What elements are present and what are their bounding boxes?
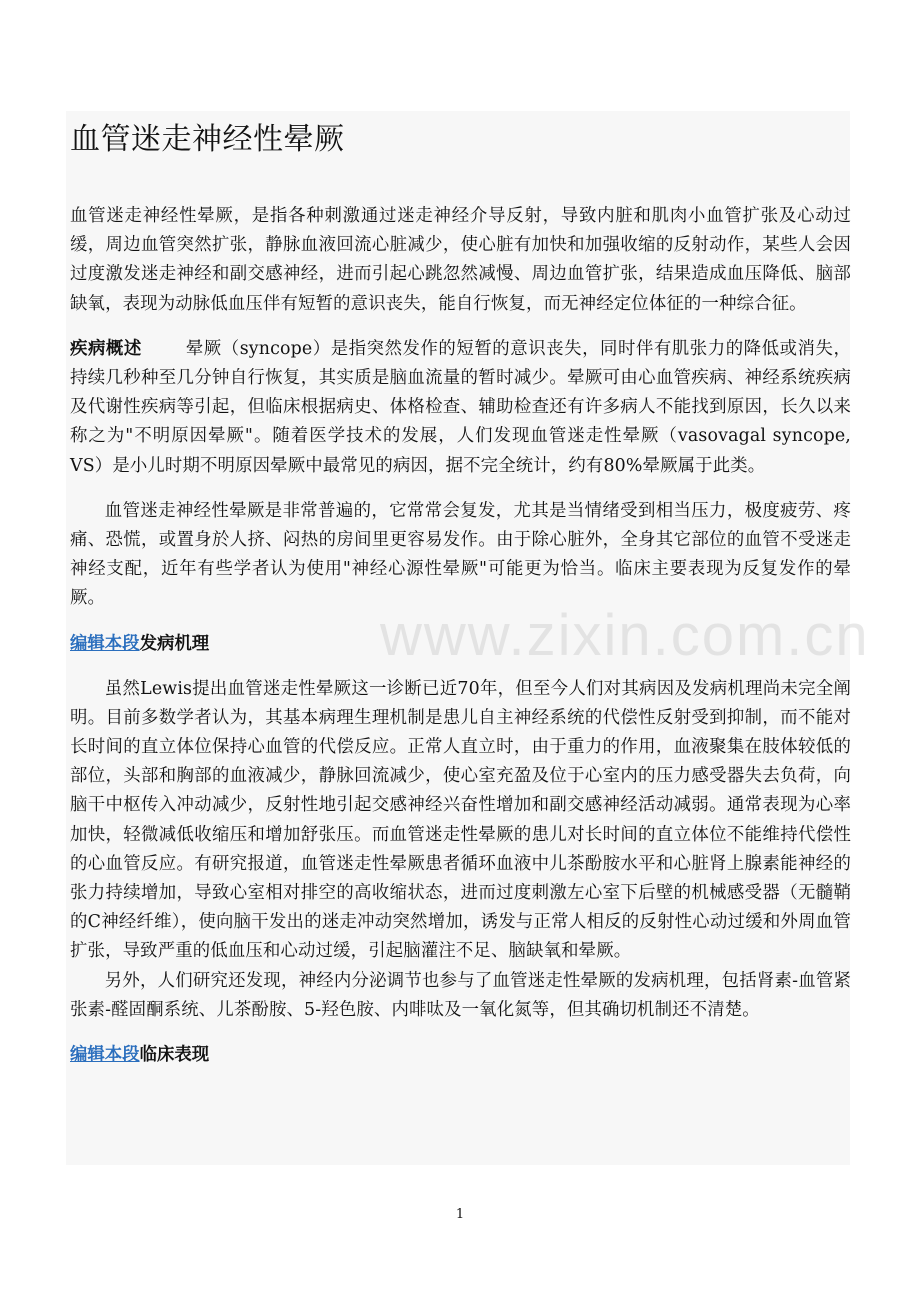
section-heading-clinical <box>70 1041 851 1070</box>
overview-label: 疾病概述 <box>70 338 142 359</box>
edit-section-link[interactable]: 编辑本段 <box>70 1045 140 1066</box>
overview-text: 晕厥（syncope）是指突然发作的短暂的意识丧失，同时伴有肌张力的降低或消失，持续几秒种至几分钟自行恢复，其实质是脑血流量的暂时减少。晕厥可由心血管疾病、神经系统疾病及代谢性疾病等引起，但临床根据病史、体格检查、辅助检查还有许多病人不能找到原因，长久以来称之为"不明原因晕厥"。随着医学技术的发展，人们发现血管迷走性晕厥（vasovagal syncope, VS）是小儿时期不明原因晕厥中最常见的病因，据不完全统计，约有80%晕厥属于此类。 <box>70 338 851 476</box>
section-heading-mechanism <box>70 630 851 659</box>
mechanism-paragraph-1: 虽然Lewis提出血管迷走性晕厥这一诊断已近70年，但至今人们对其病因及发病机理尚未完全阐明。目前多数学者认为，其基本病理生理机制是患儿自主神经系统的代偿性反射受到抑制，而不能对长时间的直立体位保持心血管的代偿反应。正常人直立时，由于重力的作用，血液聚集在肢体较低的部位，头部和胸部的血液减少，静脉回流减少，使心室充盈及位于心室内的压力感受器失去负荷，向脑干中枢传入冲动减少，反射性地引起交感神经兴奋性增加和副交感神经活动减弱。通常表现为心率加快，轻微减低收缩压和增加舒张压。而血管迷走性晕厥的患儿对长时间的直立体位不能维持代偿性的心血管反应。有研究报道，血管迷走性晕厥患者循环血液中儿茶酚胺水平和心脏肾上腺素能神经的张力持续增加，导致心室相对排空的高收缩状态，进而过度刺激左心室下后壁的机械感受器（无髓鞘的C神经纤维），使向脑干发出的迷走冲动突然增加，诱发与正常人相反的反射性心动过缓和外周血管扩张，导致严重的低血压和心动过缓，引起脑灌注不足、脑缺氧和晕厥。 <box>70 678 851 962</box>
common-paragraph: 血管迷走神经性晕厥是非常普遍的，它常常会复发，尤其是当情绪受到相当压力，极度疲劳、疼痛、恐慌，或置身於人挤、闷热的房间里更容易发作。由于除心脏外，全身其它部位的血管不受迷走神经支配，近年有些学者认为使用"神经心源性晕厥"可能更为恰当。临床主要表现为反复发作的晕厥。 <box>70 500 851 609</box>
watermark: www.zixin.com.cn <box>380 603 870 668</box>
intro-paragraph: 血管迷走神经性晕厥，是指各种刺激通过迷走神经介导反射，导致内脏和肌肉小血管扩张及心动过缓，周边血管突然扩张，静脉血液回流心脏减少，使心脏有加快和加强收缩的反射动作，某些人会因过度激发迷走神经和副交感神经，进而引起心跳忽然减慢、周边血管扩张，结果造成血压降低、脑部缺氧，表现为动脉低血压伴有短暂的意识丧失，能自行恢复，而无神经定位体征的一种综合征。 <box>70 206 851 314</box>
section-title: 发病机理 <box>139 633 210 654</box>
overview-paragraph <box>70 335 851 481</box>
document-content <box>70 112 851 1070</box>
page-number: 1 <box>455 1207 465 1222</box>
edit-section-link[interactable]: 编辑本段 <box>70 633 140 654</box>
section-title: 临床表现 <box>139 1045 210 1066</box>
page-title: 血管迷走神经性晕厥 <box>70 122 345 157</box>
mechanism-paragraph-2: 另外，人们研究还发现，神经内分泌调节也参与了血管迷走性晕厥的发病机理，包括肾素-血管紧张素-醛固酮系统、儿茶酚胺、5-羟色胺、内啡呔及一氧化氮等，但其确切机制还不清楚。 <box>70 970 851 1020</box>
